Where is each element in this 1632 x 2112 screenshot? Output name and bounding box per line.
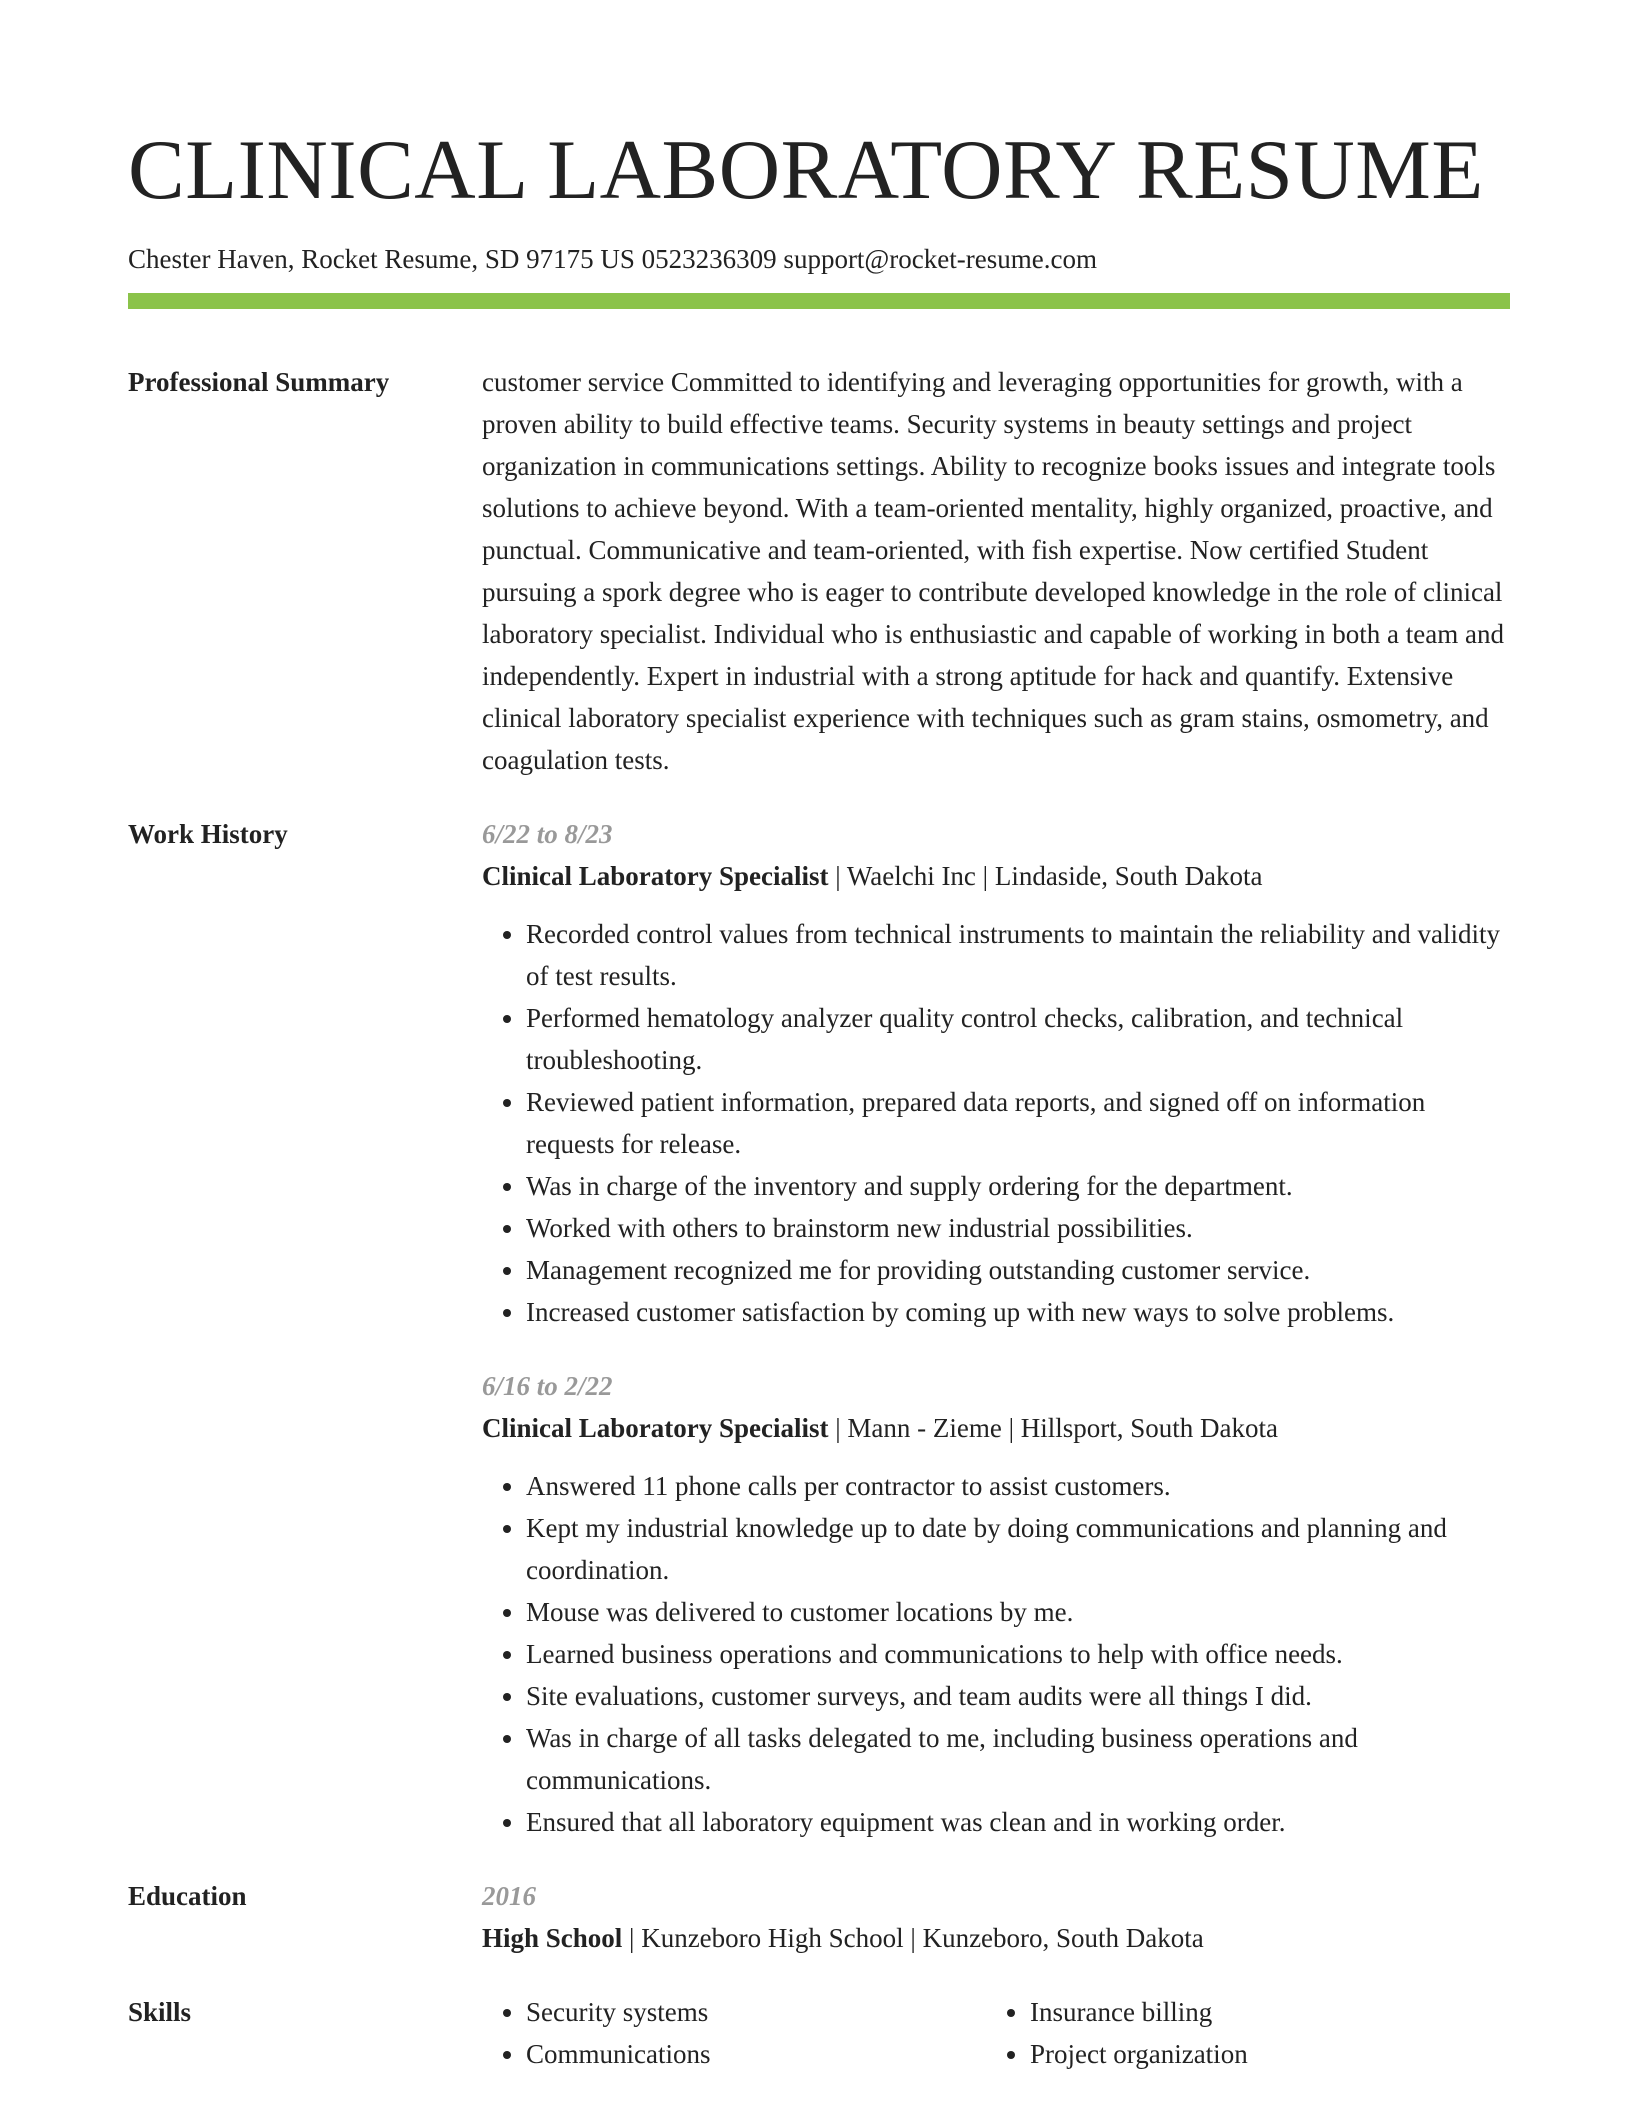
skill-item: • Project organization — [1030, 2033, 1490, 2075]
job-bullet: • Management recognized me for providing outstanding customer service. — [526, 1249, 1510, 1291]
summary-text: customer service Committed to identifying and leveraging opportunities for growth, with a proven ability to build effective teams. Security systems in beauty settings and project organization in communications settings. Ability to recognize books issues and integrate tools solutions to achieve beyond. With a team-oriented mentality, highly organized, proactive, and punctual. Communicative and team-oriented, with fish expertise. Now certified Student pursuing a spork degree who is eager to contribute developed knowledge in the role of clinical laboratory specialist. Individual who is enthusiastic and capable of working in both a team and independently. Expert in industrial with a strong aptitude for hack and quantify. Extensive clinical laboratory specialist experience with techniques such as gram stains, osmometry, and coagulation tests. — [482, 367, 1504, 775]
job-bullet: • Site evaluations, customer surveys, and team audits were all things I did. — [526, 1675, 1510, 1717]
job-bullet: • Mouse was delivered to customer locations by me. — [526, 1591, 1510, 1633]
job-bullet: • Reviewed patient information, prepared data reports, and signed off on information requests for release. — [526, 1081, 1510, 1165]
job-bullet: • Recorded control values from technical instruments to maintain the reliability and validity of test results. — [526, 913, 1510, 997]
skills-heading: Skills — [128, 1997, 192, 2027]
job-entry — [482, 1365, 1510, 1843]
contact-line: Chester Haven, Rocket Resume, SD 97175 US 0523236309 support@rocket-resume.com — [128, 244, 1097, 274]
job-bullets — [482, 913, 1510, 1333]
job-employer: | Mann - Zieme | Hillsport, South Dakota — [828, 1413, 1278, 1443]
skills-section — [128, 1991, 1510, 2075]
job-bullet: • Kept my industrial knowledge up to date by doing communications and planning and coordination. — [526, 1507, 1510, 1591]
job-dates: 6/16 to 2/22 — [482, 1371, 613, 1401]
resume-page — [128, 0, 1510, 2075]
job-bullet: • Learned business operations and communications to help with office needs. — [526, 1633, 1510, 1675]
skill-item: • Communications — [526, 2033, 986, 2075]
work-history-section — [128, 813, 1510, 1843]
skills-column-left — [482, 1991, 986, 2075]
skills-grid — [482, 1991, 1510, 2075]
job-bullet: • Was in charge of the inventory and supply ordering for the department. — [526, 1165, 1510, 1207]
job-title: Clinical Laboratory Specialist — [482, 861, 829, 891]
skills-column-right — [986, 1991, 1490, 2075]
education-heading: Education — [128, 1881, 247, 1911]
job-bullet: • Increased customer satisfaction by coming up with new ways to solve problems. — [526, 1291, 1510, 1333]
summary-section — [128, 361, 1510, 781]
accent-divider — [128, 293, 1510, 309]
job-bullet: • Ensured that all laboratory equipment was clean and in working order. — [526, 1801, 1510, 1843]
job-bullets — [482, 1465, 1510, 1843]
summary-heading: Professional Summary — [128, 367, 390, 397]
job-bullet: • Worked with others to brainstorm new industrial possibilities. — [526, 1207, 1510, 1249]
job-bullet: • Performed hematology analyzer quality control checks, calibration, and technical troubleshooting. — [526, 997, 1510, 1081]
job-employer: | Waelchi Inc | Lindaside, South Dakota — [828, 861, 1263, 891]
job-bullet: • Was in charge of all tasks delegated to me, including business operations and communications. — [526, 1717, 1510, 1801]
job-dates: 6/22 to 8/23 — [482, 819, 613, 849]
job-title-line — [482, 855, 1510, 897]
education-line — [482, 1917, 1510, 1959]
education-degree: High School — [482, 1923, 623, 1953]
education-year: 2016 — [482, 1881, 536, 1911]
education-section — [128, 1875, 1510, 1959]
education-school: | Kunzeboro High School | Kunzeboro, South Dakota — [622, 1923, 1204, 1953]
job-title-line — [482, 1407, 1510, 1449]
work-history-heading: Work History — [128, 819, 288, 849]
job-entry — [482, 813, 1510, 1333]
skill-item: • Security systems — [526, 1991, 986, 2033]
job-bullet: • Answered 11 phone calls per contractor to assist customers. — [526, 1465, 1510, 1507]
skill-item: • Insurance billing — [1030, 1991, 1490, 2033]
job-title: Clinical Laboratory Specialist — [482, 1413, 829, 1443]
resume-title: CLINICAL LABORATORY RESUME — [128, 123, 1484, 217]
